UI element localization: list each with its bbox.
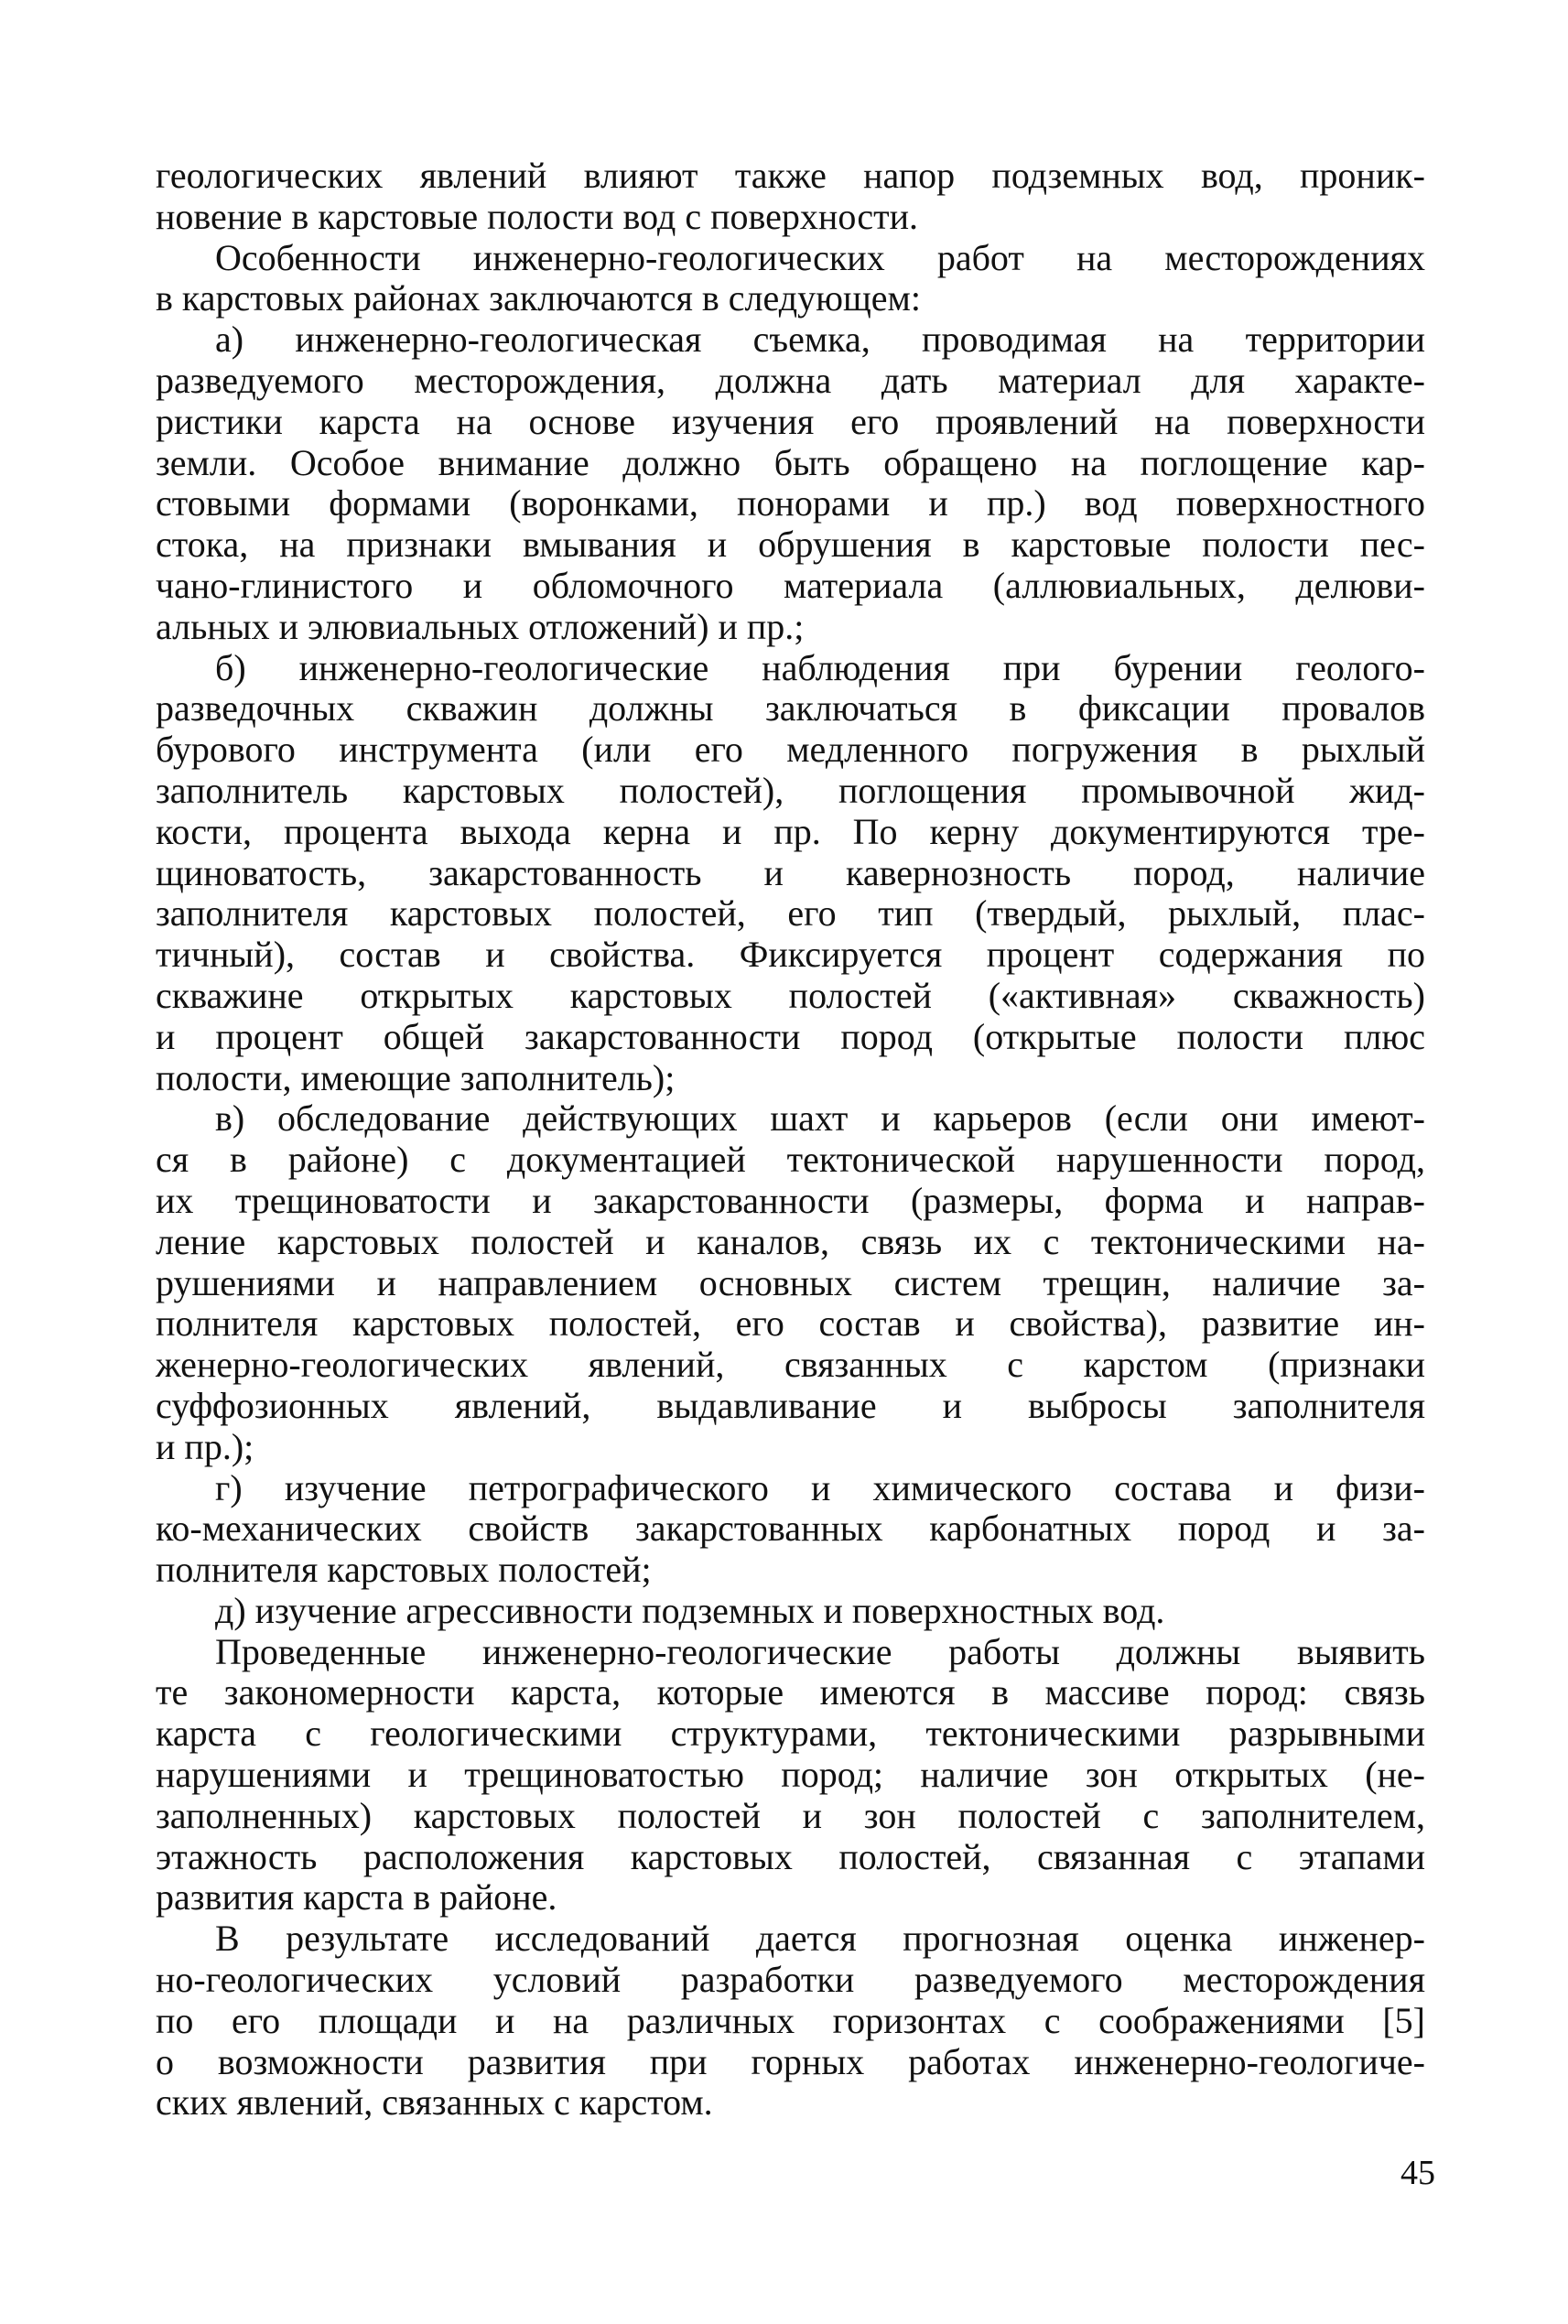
text-line: полости, имеющие заполнитель); [156, 1056, 676, 1098]
text-line: полнителя карстовых полостей; [156, 1549, 652, 1591]
text-line: в) обследование действующих шахт и карьеров (если они имеют- [215, 1097, 1425, 1140]
text-line: по его площади и на различных горизонтах с соображениями [5] [156, 1999, 1425, 2041]
text-line: но-геологических условий разработки разведуемого месторождения [156, 1959, 1425, 2001]
text-line: ление карстовых полостей и каналов, связь их с тектоническими на- [156, 1220, 1425, 1262]
text-line: развития карста в районе. [156, 1876, 557, 1919]
text-line: скважине открытых карстовых полостей («активная» скважность) [156, 974, 1425, 1016]
text-line: Проведенные инженерно-геологические работы должны выявить [215, 1630, 1425, 1672]
text-line: этажность расположения карстовых полостей, связанная с этапами [156, 1835, 1425, 1877]
text-line: заполненных) карстовых полостей и зон полостей с заполнителем, [156, 1794, 1425, 1836]
text-line: суффозионных явлений, выдавливание и выбросы заполнителя [156, 1384, 1425, 1426]
text-line: заполнителя карстовых полостей, его тип (твердый, рыхлый, плас- [156, 892, 1425, 935]
text-line: щиноватость, закарстованность и кавернозность пород, наличие [156, 851, 1425, 893]
text-line: чано-глинистого и обломочного материала (аллювиальных, делюви- [156, 564, 1425, 606]
text-line: д) изучение агрессивности подземных и поверхностных вод. [215, 1589, 1165, 1631]
text-line: геологических явлений влияют также напор подземных вод, проник- [156, 155, 1425, 196]
text-line: карста с геологическими структурами, тектоническими разрывными [156, 1713, 1425, 1755]
text-line: земли. Особое внимание должно быть обращено на поглощение кар- [156, 441, 1425, 483]
text-line: новение в карстовые полости вод с поверхности. [156, 195, 918, 237]
paragraph [156, 238, 1425, 320]
text-line: ристики карста на основе изучения его проявлений на поверхности [156, 400, 1425, 442]
paragraph [156, 1591, 1425, 1632]
text-line: стовыми формами (воронками, понорами и пр.) вод поверхностного [156, 482, 1425, 524]
text-line: бурового инструмента (или его медленного погружения в рыхлый [156, 729, 1425, 771]
text-line: Особенности инженерно-геологических работ на месторождениях [215, 236, 1425, 278]
text-line: кости, процента выхода керна и пр. По керну документируются тре- [156, 810, 1425, 852]
paragraph [156, 1098, 1425, 1467]
paragraph [156, 319, 1425, 647]
text-line: разведочных скважин должны заключаться в фиксации провалов [156, 687, 1425, 730]
text-line: ся в районе) с документацией тектонической нарушенности пород, [156, 1139, 1425, 1181]
text-line: и пр.); [156, 1425, 254, 1467]
text-line: ских явлений, связанных с карстом. [156, 2081, 713, 2124]
text-line: и процент общей закарстованности пород (открытые полости плюс [156, 1015, 1425, 1057]
text-line: стока, на признаки вмывания и обрушения в карстовые полости пес- [156, 524, 1425, 566]
paragraph [156, 648, 1425, 1099]
text-line: нарушениями и трещиноватостью пород; наличие зон открытых (не- [156, 1754, 1425, 1796]
text-line: их трещиноватости и закарстованности (размеры, форма и направ- [156, 1179, 1425, 1221]
page-body [156, 156, 1425, 2124]
text-line: те закономерности карста, которые имеются в массиве пород: связь [156, 1671, 1425, 1713]
text-line: о возможности развития при горных работах инженерно-геологиче- [156, 2040, 1425, 2082]
text-line: заполнитель карстовых полостей), поглощения промывочной жид- [156, 769, 1425, 811]
text-line: разведуемого месторождения, должна дать материал для характе- [156, 359, 1425, 401]
text-line: полнителя карстовых полостей, его состав и свойства), развитие ин- [156, 1303, 1425, 1345]
paragraph [156, 156, 1425, 238]
paragraph [156, 1468, 1425, 1591]
text-line: женерно-геологических явлений, связанных с карстом (признаки [156, 1344, 1425, 1386]
text-line: ко-механических свойств закарстованных карбонатных пород и за- [156, 1508, 1425, 1550]
text-line: альных и элювиальных отложений) и пр.; [156, 605, 805, 647]
text-line: рушениями и направлением основных систем трещин, наличие за- [156, 1261, 1425, 1303]
text-line: в карстовых районах заключаются в следующем: [156, 277, 921, 319]
text-line: г) изучение петрографического и химического состава и физи- [215, 1466, 1425, 1508]
paragraph [156, 1919, 1425, 2124]
text-line: В результате исследований дается прогнозная оценка инженер- [215, 1918, 1425, 1960]
paragraph [156, 1632, 1425, 1919]
page-number: 45 [1400, 2154, 1435, 2192]
text-line: б) инженерно-геологические наблюдения при бурении геолого- [215, 646, 1425, 688]
text-line: а) инженерно-геологическая съемка, проводимая на территории [215, 319, 1425, 361]
text-line: тичный), состав и свойства. Фиксируется процент содержания по [156, 934, 1425, 976]
